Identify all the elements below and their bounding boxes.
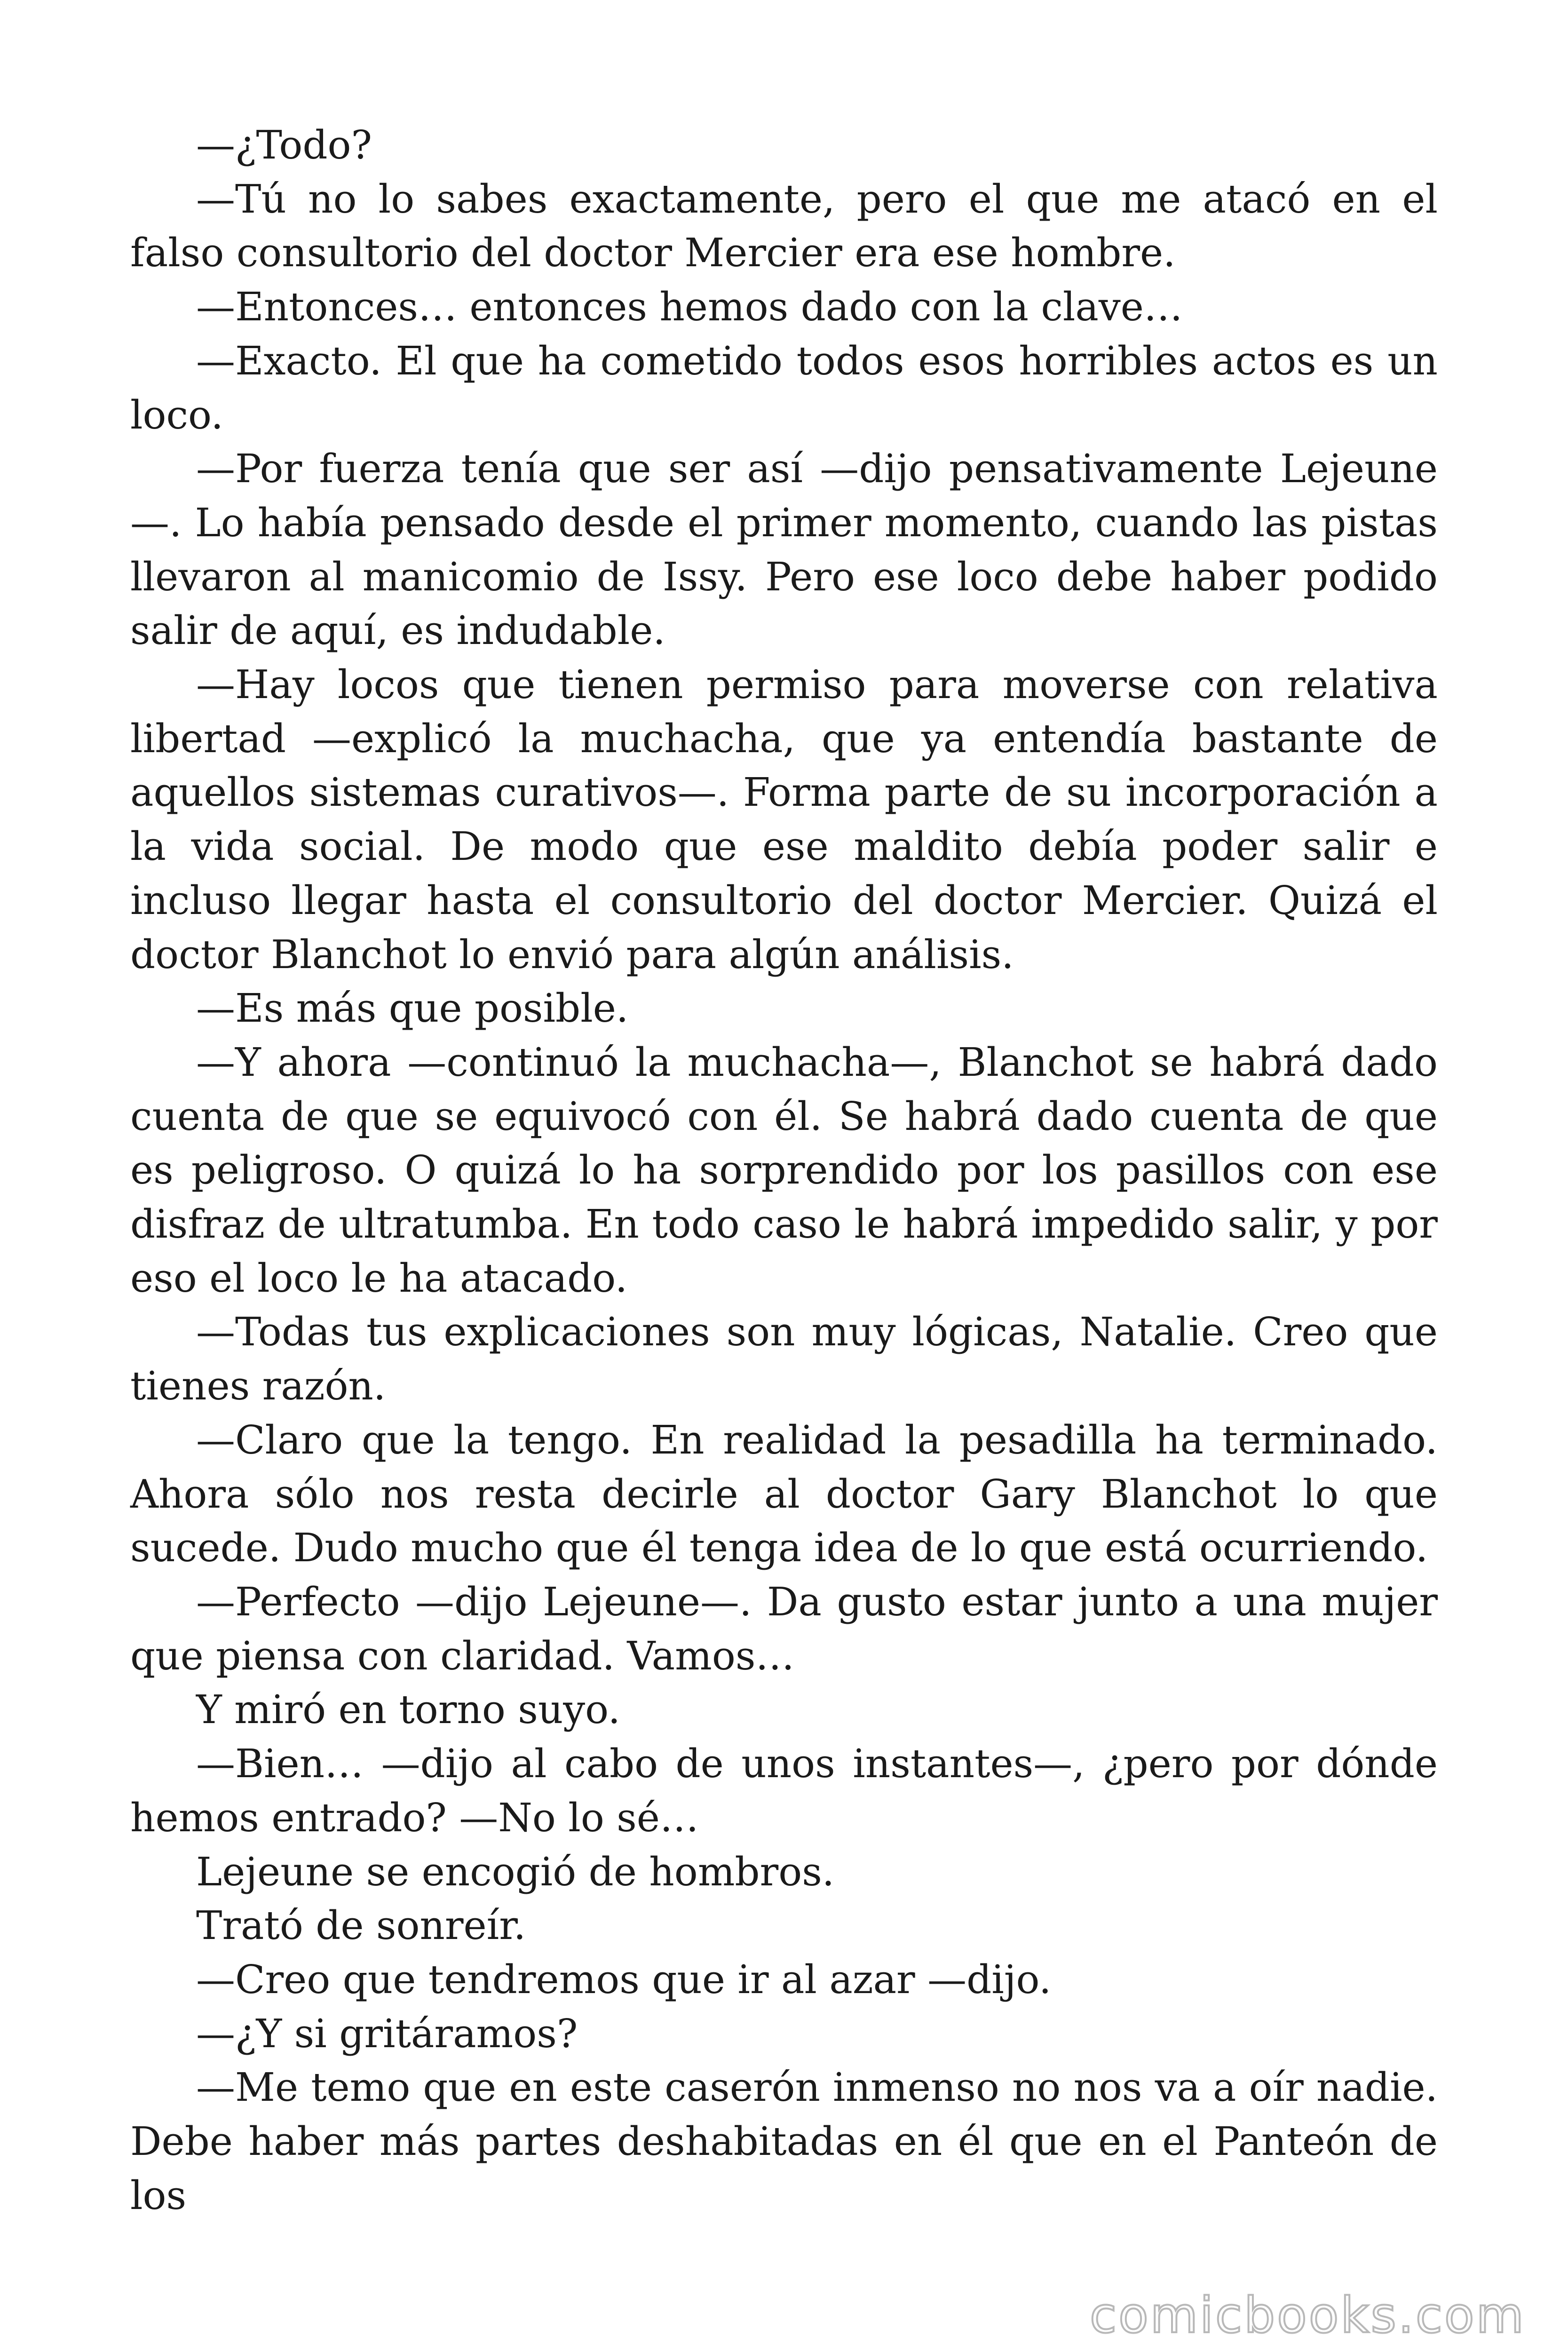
watermark: comicbooks.com [1089, 2287, 1526, 2344]
paragraph: —Perfecto —dijo Lejeune—. Da gusto estar junto a una mujer que piensa con claridad. Vamos… [130, 1579, 1438, 1679]
paragraph: Trató de sonreír. [196, 1903, 526, 1949]
paragraph: —Bien… —dijo al cabo de unos instantes—, ¿pero por dónde hemos entrado? —No lo sé… [130, 1741, 1438, 1841]
paragraph: —¿Todo? [196, 122, 372, 168]
paragraph: —Y ahora —continuó la muchacha—, Blanchot se habrá dado cuenta de que se equivocó con él. Se habrá dado cuenta de que es peligroso. O quizá lo ha sorprendido por los pasillos con ese disfraz de ultratumba. En todo caso le habrá impedido salir, y por eso el loco le ha atacado. [130, 1039, 1438, 1301]
paragraph: —Hay locos que tienen permiso para moverse con relativa libertad —explicó la muchacha, que ya entendía bastante de aquellos sistemas curativos—. Forma parte de su incorporación a la vida social. De modo que ese maldito debía poder salir e incluso llegar hasta el consultorio del doctor Mercier. Quizá el doctor Blanchot lo envió para algún análisis. [130, 662, 1438, 977]
paragraph: —Exacto. El que ha cometido todos esos horribles actos es un loco. [130, 338, 1438, 438]
page-body-text [130, 119, 1438, 2223]
paragraph: Lejeune se encogió de hombros. [196, 1849, 835, 1895]
paragraph: —Todas tus explicaciones son muy lógicas, Natalie. Creo que tienes razón. [130, 1309, 1438, 1409]
paragraph: —¿Y si gritáramos? [196, 2010, 578, 2057]
paragraph: —Me temo que en este caserón inmenso no nos va a oír nadie. Debe haber más partes deshabitadas en él que en el Panteón de los [130, 2065, 1438, 2218]
paragraph: Y miró en torno suyo. [196, 1687, 621, 1733]
paragraph: —Tú no lo sabes exactamente, pero el que me atacó en el falso consultorio del doctor Mercier era ese hombre. [130, 176, 1438, 276]
paragraph: —Creo que tendremos que ir al azar —dijo. [196, 1956, 1052, 2002]
paragraph: —Entonces… entonces hemos dado con la clave… [196, 284, 1183, 330]
paragraph: —Es más que posible. [196, 985, 629, 1032]
paragraph: —Claro que la tengo. En realidad la pesadilla ha terminado. Ahora sólo nos resta decirle al doctor Gary Blanchot lo que sucede. Dudo mucho que él tenga idea de lo que está ocurriendo. [130, 1417, 1438, 1571]
paragraph: —Por fuerza tenía que ser así —dijo pensativamente Lejeune—. Lo había pensado desde el primer momento, cuando las pistas llevaron al manicomio de Issy. Pero ese loco debe haber podido salir de aquí, es indudable. [130, 446, 1438, 654]
